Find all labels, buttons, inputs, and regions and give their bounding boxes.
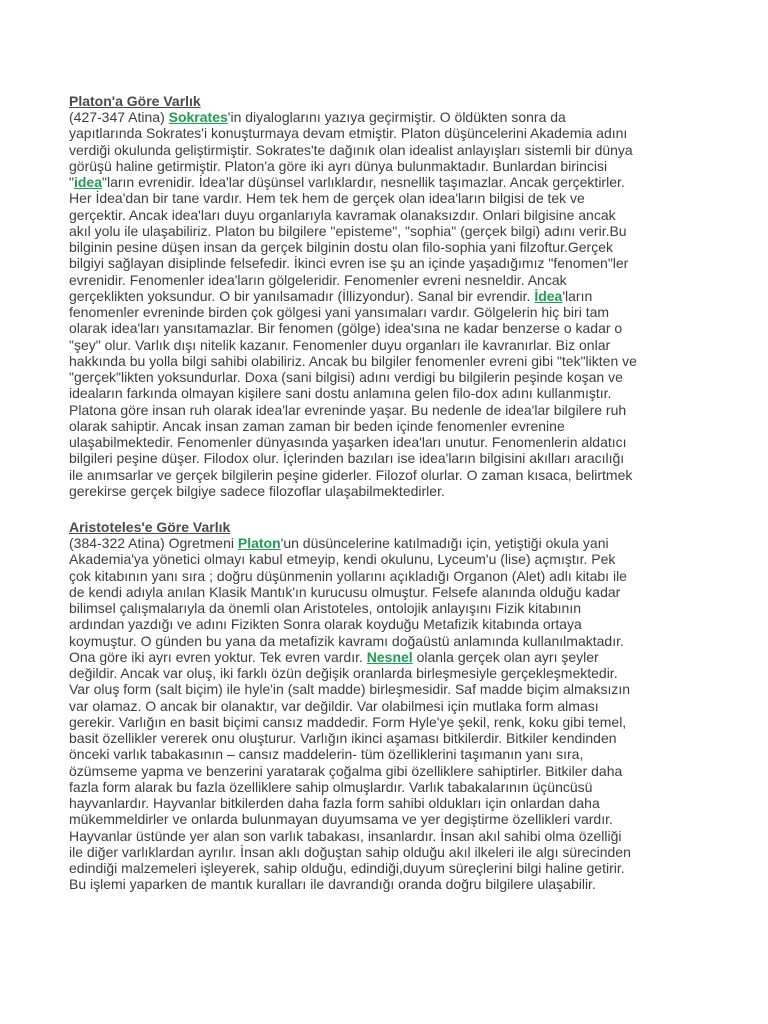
keyword-link-nesnel[interactable]: Nesnel <box>366 648 413 665</box>
text-line <box>69 483 705 499</box>
text-run: 'un düsüncelerine katılmadığı için, yetiştiği okula yani <box>280 535 609 551</box>
text-run: "şey" olur. Varlık dışı nitelik kazanır. Fenomenler duyu organları ile kavranırlar. Biz onlar <box>69 336 611 353</box>
text-run: Hayvanlar üstünde yer alan son varlık tabakası, insanlardır. İnsan akıl sahibi olma özelliği <box>69 827 622 844</box>
text-run: (427-347 Atina) <box>69 109 169 125</box>
keyword-link-platon[interactable]: Platon <box>237 535 281 551</box>
text-line <box>69 190 705 206</box>
keyword-link-idea[interactable]: idea <box>73 174 102 190</box>
text-line <box>69 304 705 320</box>
text-line <box>69 207 705 223</box>
text-run: çok kitabının yanı sıra ; doğru düşünmenin yollarını açıkladığı Organon (Alet) adlı kitabı ile <box>69 567 627 584</box>
text-run: 'in diyaloglarını yazıya geçirmiştir. O öldükten sonra da <box>227 109 566 125</box>
text-run: Var oluş form (salt biçim) ile hyle'in (salt madde) birleşmesidir. Saf madde biçim almaksızın <box>69 681 631 698</box>
text-line <box>69 633 705 649</box>
text-run: bilgiyi sağlayan disiplinde felsefedir. İkinci evren ise şu an içinde yaşadığımız "fenomen"ler <box>69 255 629 272</box>
text-line <box>69 255 705 271</box>
text-run: "ların evrenidir. İdea'lar düşünsel varlıklardır, nesnellik taşımazlar. Ancak gerçektirler. <box>102 174 625 190</box>
text-run: olarak idea'ları yansıtamazlar. Bir fenomen (gölge) idea'sına ne kadar benzerse o kadar o <box>69 320 623 337</box>
text-line <box>69 779 705 795</box>
text-run: Platona göre insan ruh olarak idea'lar evreninde yaşar. Bu nedenle de idea'lar bilgilere ruh <box>69 401 627 418</box>
text-line <box>69 681 705 697</box>
text-run: ideaların farkında olmayan kişilere sani dostu anlamına gelen filo-dox adını kullanmıştır. <box>69 385 612 402</box>
text-run: bilgileri peşine düşer. Filodox olur. İçlerinden bazıları ise idea'ların bilgisini akılları aracılığı <box>69 450 625 467</box>
text-run: Ona göre iki ayrı evren yoktur. Tek evren vardır. <box>69 648 367 665</box>
text-run: ile diğer varlıklardan ayrılır. İnsan aklı doğuştan sahip olduğu akıl ilkeleri ile algı sürecinden <box>69 843 631 860</box>
text-line <box>69 109 705 125</box>
document-page <box>69 93 705 893</box>
text-line <box>69 418 705 434</box>
text-line <box>69 272 705 288</box>
section-body <box>69 535 705 893</box>
section-platon <box>69 93 705 499</box>
text-run: fazla form alarak bu fazla özelliklere sahip olmuşlardır. Varlık tabakalarının üçüncüsü <box>69 778 593 795</box>
text-run: ulaşabilmektedir. Fenomenler dünyasında yaşarken idea'ları unutur. Fenomenlerin aldatıcı <box>69 434 627 450</box>
text-line <box>69 158 705 174</box>
text-line <box>69 125 705 141</box>
text-run: olanla gerçek olan ayrı şeyler <box>412 648 599 665</box>
text-line <box>69 649 705 665</box>
text-run: gerçektir. Ancak idea'ları duyu organlarıyla kavramak olanaksızdır. Onlari bilgisine ancak <box>69 206 616 223</box>
text-line <box>69 730 705 746</box>
text-line <box>69 353 705 369</box>
text-run: ile anımsarlar ve gerçek bilgilerin peşine giderler. Filozof olurlar. O zaman kısaca, belirtmek <box>69 466 633 483</box>
text-line <box>69 795 705 811</box>
text-line <box>69 239 705 255</box>
text-run: önceki varlık tabakasının – cansız maddelerin- tüm özelliklerini taşımanın yanı sıra, <box>69 746 584 763</box>
text-line <box>69 616 705 632</box>
text-run: hakkında bu yolla bilgi sahibi olabiliriz. Ancak bu bilgiler fenomenler evreni gibi "tek"likten ve <box>69 352 637 369</box>
text-line <box>69 568 705 584</box>
text-line <box>69 828 705 844</box>
text-run: " <box>69 174 74 190</box>
text-run: özümseme yapma ve benzerini yaratarak çoğalma gibi özelliklere sahiptirler. Bitkiler daha <box>69 762 623 779</box>
text-line <box>69 746 705 762</box>
text-line <box>69 223 705 239</box>
text-run: mükemmeldirler ve onlarda bulunmayan duyumsama ve yer degiştirme özellikleri vardır. <box>69 811 613 828</box>
text-run: 'ların <box>562 287 593 304</box>
text-run: gerçeklikten yoksundur. O bir yanılsamadır (İllizyondur). Sanal bir evrendir. <box>69 287 535 304</box>
text-line <box>69 288 705 304</box>
text-run: evrenidir. Fenomenler idea'ların gölgeleridir. Fenomenler evreni nesneldir. Ancak <box>69 271 567 288</box>
text-run: Bu işlemi yaparken de mantık kuralları ile davrandığı oranda doğru bilgilere ulaşabilir. <box>69 876 596 893</box>
text-run: verdiği okulunda geliştirmiştir. Sokrates'te dağınık olan idealist anlayışları sistemli bir dünya <box>69 141 633 158</box>
text-run: yapıtlarında Sokrates'i konuşturmaya devam etmiştir. Platon düşüncelerini Akademia adını <box>69 125 628 142</box>
text-line <box>69 337 705 353</box>
text-run: gerekir. Varlığın en basit biçimi cansız maddedir. Form Hyle'ye şekil, renk, koku gibi temel, <box>69 713 627 730</box>
text-line <box>69 763 705 779</box>
text-line <box>69 811 705 827</box>
text-run: gerekirse gerçek bilgiye sadece filozoflar ulaşabilmektedirler. <box>69 482 445 499</box>
text-run: (384-322 Atina) Ogretmeni <box>69 535 238 551</box>
text-line <box>69 402 705 418</box>
keyword-link-i̇dea[interactable]: İdea <box>534 287 563 304</box>
section-aristoteles <box>69 519 705 893</box>
text-line <box>69 467 705 483</box>
text-line <box>69 698 705 714</box>
section-body <box>69 109 705 499</box>
text-line <box>69 450 705 466</box>
text-line <box>69 600 705 616</box>
text-line <box>69 385 705 401</box>
text-line <box>69 714 705 730</box>
keyword-link-sokrates[interactable]: Sokrates <box>168 109 228 125</box>
text-line <box>69 876 705 892</box>
text-run: basit özellikler vererek onu oluşturur. Varlığın ikinci aşaması bitkilerdir. Bitkiler kendinden <box>69 730 617 746</box>
text-line <box>69 860 705 876</box>
text-run: edindiği malzemeleri işleyerek, sahip olduğu, edindiği,duyum süreçlerini bilgi haline getirir. <box>69 860 625 876</box>
text-run: değildir. Ancak var oluş, iki farklı özün değişik oranlarda birleşmesiyle gerçekleşmektedir. <box>69 665 618 681</box>
text-line <box>69 535 705 551</box>
text-run: Her İdea'dan bir tane vardır. Hem tek hem de gerçek olan idea'ların bilgisi de tek ve <box>69 190 585 207</box>
text-line <box>69 844 705 860</box>
text-run: fenomenler evreninde birden çok gölgesi yani yansımaları vardır. Gölgelerin hiç biri tam <box>69 304 610 320</box>
text-line <box>69 434 705 450</box>
text-run: ardından yazdığı ve adını Fizikten Sonra olarak koyduğu Metafizik kitabında ortaya <box>69 616 582 633</box>
section-heading: Platon'a Göre Varlık <box>69 93 201 109</box>
text-run: olarak sahiptir. Ancak insan zaman zaman bir beden içinde fenomenler evrenine <box>69 417 565 434</box>
text-run: "gerçek"likten yoksundurlar. Doxa (sani bilgisi) adını verdigi bu bilgilerin peşinde koşan ve <box>69 369 623 385</box>
text-line <box>69 142 705 158</box>
text-line <box>69 369 705 385</box>
text-run: de kendi adıyla anılan Klasik Mantık'ın kurucusu olmuştur. Felsefe alanında olduğu kadar <box>69 583 621 600</box>
text-run: var olamaz. O ancak bir olanaktır, var değildir. Var olabilmesi için mutlaka form alması <box>69 697 599 714</box>
section-heading: Aristoteles'e Göre Varlık <box>69 519 231 535</box>
text-run: bilimsel çalışmalarıyla da önemli olan Aristoteles, ontolojik anlayışını Fizik kitabının <box>69 600 582 616</box>
text-line <box>69 320 705 336</box>
text-line <box>69 584 705 600</box>
text-run: bilginin pesine düşen insan da gerçek bilginin dostu olan filo-sophia yani filzoftur.Gerçek <box>69 239 613 255</box>
text-run: koymuştur. O günden bu yana da metafizik kavramı doğaüstü anlamında kullanılmaktadır. <box>69 632 624 649</box>
text-run: Akademia'ya yönetici olmayı kabul etmeyip, kendi okulunu, Lyceum'u (lise) açmıştır. Pek <box>69 551 616 568</box>
text-run: hayvanlardır. Hayvanlar bitkilerden daha fazla form sahibi oldukları için onlardan daha <box>69 795 600 811</box>
text-run: akıl yolu ile ulaşabiliriz. Platon bu bilgilere "episteme", "sophia" (gerçek bilgi) adını verir.Bu <box>69 222 627 239</box>
text-line <box>69 551 705 567</box>
text-line <box>69 665 705 681</box>
text-run: görüşü haline getirmiştir. Platon'a göre iki ayrı dünya bulunmaktadır. Bunlardan birincisi <box>69 157 608 174</box>
text-line <box>69 174 705 190</box>
